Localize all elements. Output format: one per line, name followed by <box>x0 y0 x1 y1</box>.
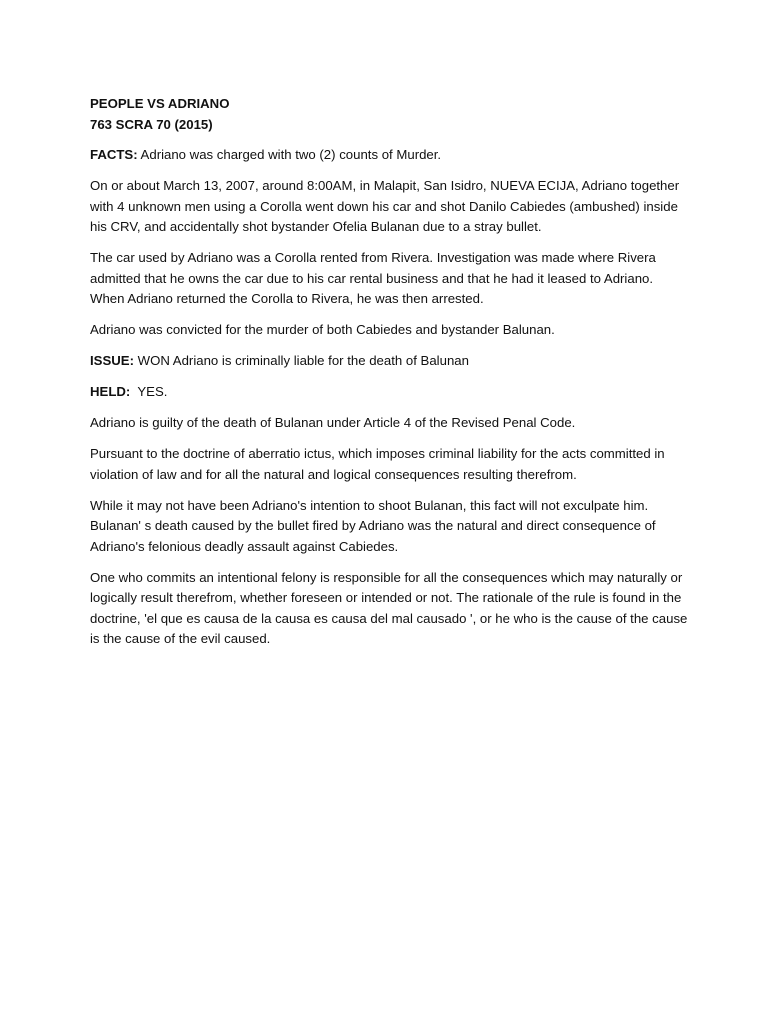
facts-text: Adriano was charged with two (2) counts of Murder. <box>137 147 442 162</box>
rationale-paragraph: One who commits an intentional felony is responsible for all the consequences which may naturally or logically result therefrom, whether foreseen or intended or not. The rationale of the rule is found in the doctrine, 'el que es causa de la causa es causa del mal causado ', or he who is the cause of the cause is the cause of the evil caused. <box>90 569 688 646</box>
issue-paragraph <box>90 351 690 372</box>
facts-paragraph <box>90 145 690 166</box>
case-header <box>90 94 690 135</box>
held-text: YES. <box>130 384 168 399</box>
facts-label: FACTS: <box>90 147 138 162</box>
issue-text: WON Adriano is criminally liable for the death of Balunan <box>133 353 469 368</box>
issue-label: ISSUE: <box>90 353 134 368</box>
case-citation: 763 SCRA 70 (2015) <box>90 116 213 132</box>
doctrine-paragraph: Pursuant to the doctrine of aberratio ictus, which imposes criminal liability for the acts committed in violation of law and for all the natural and logical consequences resulting therefrom. <box>90 446 665 482</box>
held-label: HELD: <box>90 384 131 399</box>
case-title: PEOPLE VS ADRIANO <box>90 96 230 111</box>
document-page <box>90 94 690 660</box>
held-paragraph <box>90 382 690 403</box>
guilty-paragraph: Adriano is guilty of the death of Bulanan under Article 4 of the Revised Penal Code. <box>90 415 576 430</box>
conviction-paragraph: Adriano was convicted for the murder of both Cabiedes and bystander Balunan. <box>90 322 555 337</box>
intention-paragraph: While it may not have been Adriano's intention to shoot Bulanan, this fact will not exculpate him. Bulanan' s death caused by the bullet fired by Adriano was the natural and direct consequence of Adriano's felonious deadly assault against Cabiedes. <box>90 497 656 554</box>
facts-detail-paragraph: On or about March 13, 2007, around 8:00AM, in Malapit, San Isidro, NUEVA ECIJA, Adriano together with 4 unknown men using a Corolla went down his car and shot Danilo Cabiedes (ambushed) inside his CRV, and accidentally shot bystander Ofelia Bulanan due to a stray bullet. <box>90 178 680 234</box>
investigation-paragraph: The car used by Adriano was a Corolla rented from Rivera. Investigation was made where Rivera admitted that he owns the car due to his car rental business and that he had it leased to Adriano. When Adriano returned the Corolla to Rivera, he was then arrested. <box>90 250 656 306</box>
